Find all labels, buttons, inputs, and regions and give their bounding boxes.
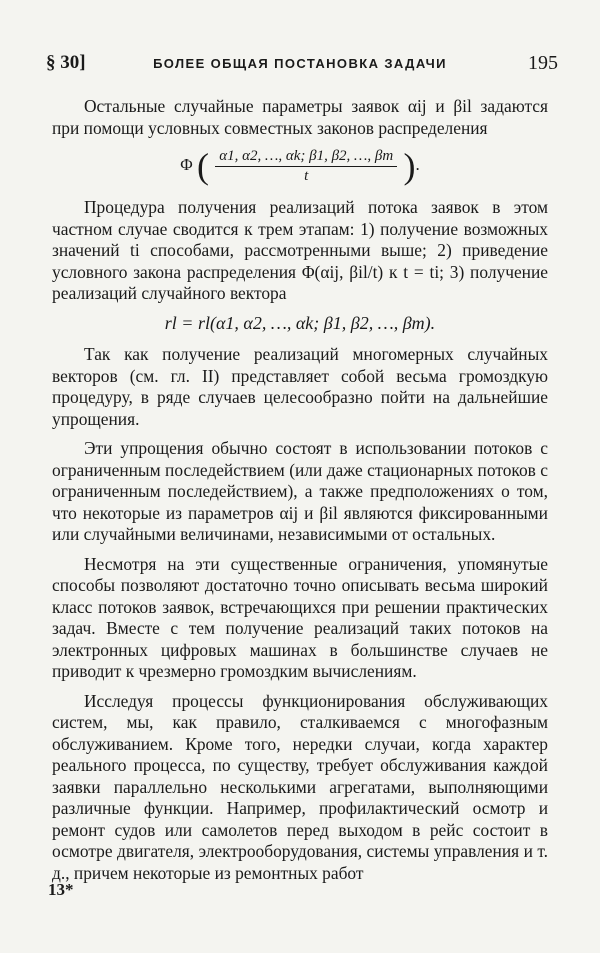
formula-close-paren: ) — [403, 146, 416, 186]
formula-fraction — [215, 147, 397, 185]
formula-open-paren: ( — [196, 146, 209, 186]
paragraph-5: Несмотря на эти существенные ограничения, упомянутые способы позволяют достаточно точно описывать весьма широкий класс потоков заявок, встречающихся при решении практических задач. Вместе с тем получение реализаций таких потоков на электронных цифровых машинах в большинстве случаев не приводит к чрезмерно громоздким вычислениям. — [52, 553, 548, 681]
formula-distribution — [52, 147, 548, 185]
formula-period: . — [415, 154, 420, 174]
formula-vector: rl = rl(α1, α2, …, αk; β1, β2, …, βm). — [164, 312, 436, 333]
page-body — [52, 96, 548, 892]
paragraph-4: Эти упрощения обычно состоят в использовании потоков с ограниченным последействием (или даже стационарных потоков с ограниченным последействием), а также предположениях о том, что некоторые из параметров αij и βil являются фиксированными или случайными величинами, независимыми от остальных. — [52, 438, 548, 544]
running-title: БОЛЕЕ ОБЩАЯ ПОСТАНОВКА ЗАДАЧИ — [153, 56, 447, 71]
signature-mark: 13* — [48, 880, 74, 899]
paragraph-2: Процедура получения реализаций потока заявок в этом частном случае сводится к трем этапам: 1) получение возможных значений ti способами, рассмотренными выше; 2) приведение условного закона распределения Φ(αij, βil/t) к t = ti; 3) получение реализаций случайного вектора — [52, 197, 548, 303]
formula-denominator: t — [304, 168, 309, 184]
page-number: 195 — [528, 52, 558, 74]
paragraph-1: Остальные случайные параметры заявок αij и βil задаются при помощи условных совместных законов распределения — [52, 96, 548, 138]
section-mark: § 30] — [46, 52, 86, 73]
paragraph-3: Так как получение реализаций многомерных случайных векторов (см. гл. II) представляет собой весьма громоздкую процедуру, в ряде случаев целесообразно пойти на дальнейшие упрощения. — [52, 344, 548, 429]
formula-numerator: α1, α2, …, αk; β1, β2, …, βm — [215, 147, 397, 167]
formula-phi: Φ — [180, 154, 193, 174]
paragraph-6: Исследуя процессы функционирования обслуживающих систем, мы, как правило, сталкиваемся с многофазным обслуживанием. Кроме того, нередки случаи, когда характер реального процесса, по существу, требует обслуживания каждой заявки параллельно несколькими агрегатами, выполняющими различные функции. Например, профилактический осмотр и ремонт судов или самолетов перед выходом в рейс состоит в осмотре двигателя, электрооборудования, системы управления и т. д., причем некоторые из ремонтных работ — [52, 690, 548, 883]
running-header — [40, 52, 560, 82]
